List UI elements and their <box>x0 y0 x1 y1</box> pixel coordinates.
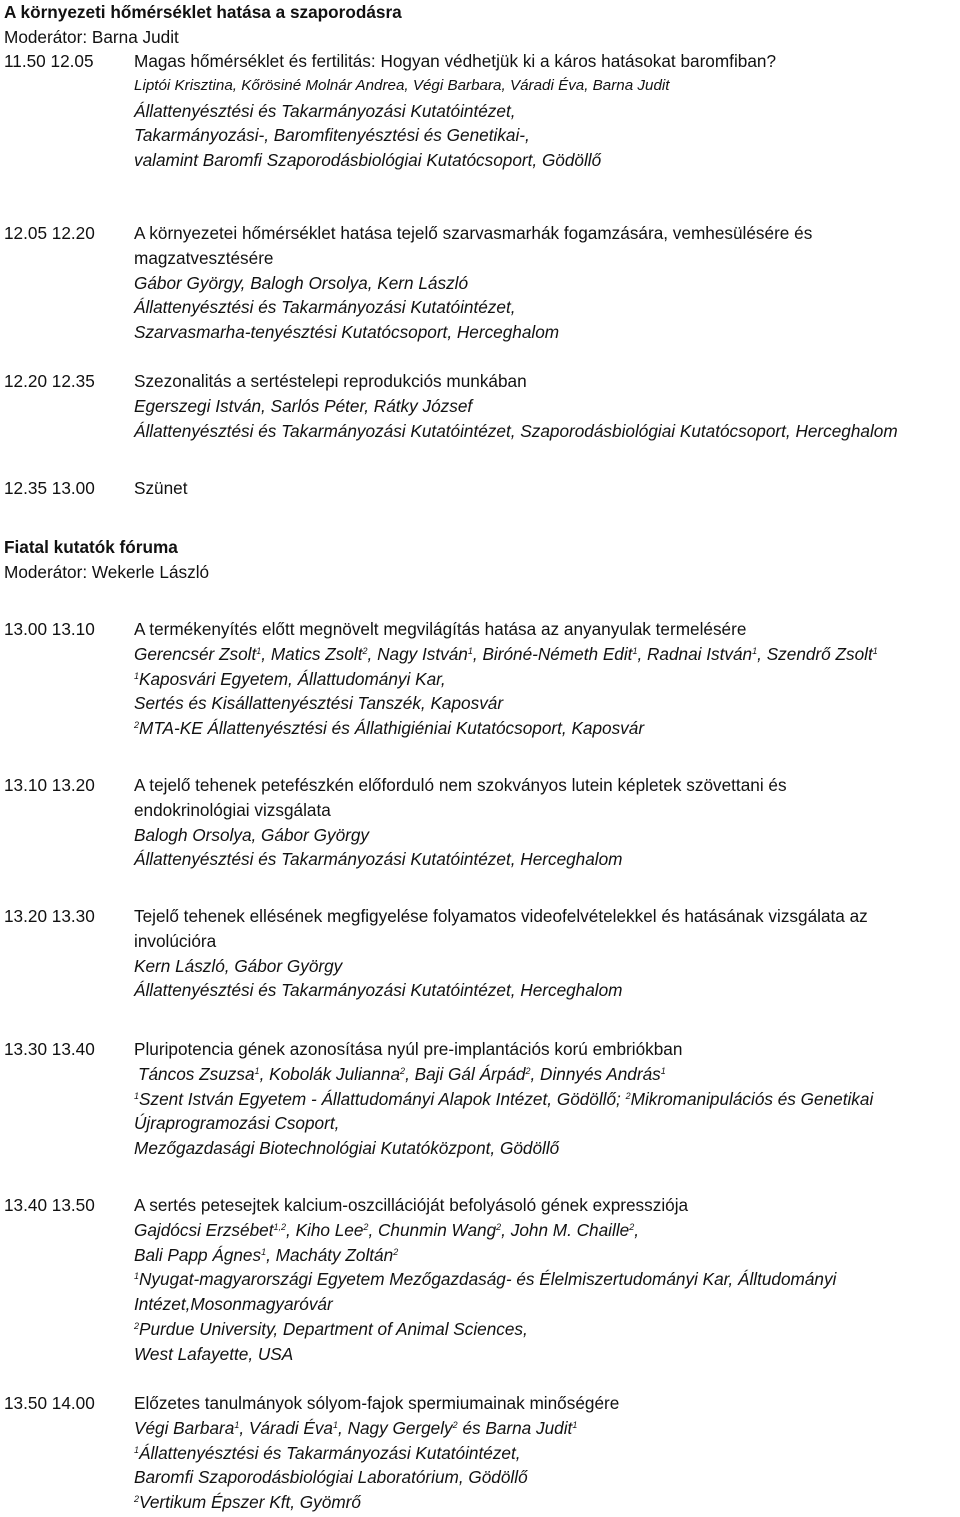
talk-9 <box>4 1391 960 1515</box>
affiliation-marker: 1 <box>632 645 638 656</box>
separator: , <box>239 1417 249 1438</box>
talk-authors: Kern László, Gábor György <box>134 955 343 976</box>
affiliation-marker: 1 <box>134 1444 140 1455</box>
talk-affiliation <box>4 1267 960 1292</box>
affiliation-marker: 1 <box>660 1065 666 1076</box>
talk-title-cont: involúcióra <box>134 930 217 951</box>
author-name: Macháty Zoltán <box>275 1244 394 1265</box>
talk-affiliation <box>4 1136 960 1161</box>
affiliation-marker: 2 <box>625 1090 631 1101</box>
affiliation-marker: 1 <box>134 1090 140 1101</box>
talk-6 <box>4 904 960 1003</box>
talk-4 <box>4 617 960 741</box>
talk-time: 13.30 13.40 <box>4 1039 95 1059</box>
talk-time: 12.05 12.20 <box>4 223 95 243</box>
author-name: Táncos Zsuzsa <box>138 1063 255 1084</box>
talk-title: A sertés petesejtek kalcium-oszcillációját befolyásoló gének expressziója <box>134 1195 689 1215</box>
author-name: Radnai István <box>647 643 753 664</box>
affiliation-text: Sertés és Kisállattenyésztési Tanszék, Kaposvár <box>134 693 504 714</box>
talk-affiliation <box>4 716 960 741</box>
author-name: Gerencsér Zsolt <box>134 643 257 664</box>
author-name: Chunmin Wang <box>378 1219 497 1240</box>
talk-time: 13.50 14.00 <box>4 1393 95 1413</box>
separator: , <box>757 643 767 664</box>
separator: , <box>405 1063 415 1084</box>
affiliation-marker: 2 <box>362 645 368 656</box>
talk-title-cont: magzatvesztésére <box>134 247 274 268</box>
talk-affiliation <box>4 1087 960 1112</box>
affiliation-marker: 1 <box>467 645 473 656</box>
affiliation-marker: 2 <box>452 1419 458 1430</box>
talk-affiliation: Állattenyésztési és Takarmányozási Kutatóintézet, Herceghalom <box>134 980 623 1001</box>
affiliation-marker: 2 <box>496 1221 502 1232</box>
talk-title: Tejelő tehenek ellésének megfigyelése folyamatos videofelvételekkel és hatásának vizsgálata az <box>134 906 868 926</box>
affiliation-marker: 2 <box>525 1065 531 1076</box>
affiliation-marker: 2 <box>134 1320 140 1331</box>
author-name: Nagy István <box>377 643 468 664</box>
author-name: Barna Judit <box>485 1417 573 1438</box>
affiliation-text: Baromfi Szaporodásbiológiai Laboratórium, Gödöllő <box>134 1467 528 1488</box>
talk-authors <box>4 1062 960 1087</box>
affiliation-text: Mikromanipulációs és Genetikai <box>630 1088 874 1109</box>
talk-authors: Balogh Orsolya, Gábor György <box>134 824 370 845</box>
affiliation-text: Szent István Egyetem - Állattudományi Alapok Intézet, Gödöllő; <box>139 1088 626 1109</box>
affiliation-text: Újraprogramozási Csoport, <box>134 1113 340 1134</box>
talk-affiliation <box>4 1465 960 1490</box>
affiliation-marker: 2 <box>134 1494 140 1505</box>
affiliation-marker: 2 <box>629 1221 635 1232</box>
affiliation-text: Állattenyésztési és Takarmányozási Kutatóintézet, <box>139 1442 521 1463</box>
talk-affiliation <box>4 1317 960 1342</box>
moderator: Moderátor: Barna Judit <box>4 26 179 47</box>
talk-affiliation <box>4 1342 960 1367</box>
affiliation-text: MTA-KE Állattenyésztési és Állathigiéniai Kutatócsoport, Kaposvár <box>139 718 645 739</box>
author-name: Bali Papp Ágnes <box>134 1244 262 1265</box>
talk-time: 12.20 12.35 <box>4 371 95 391</box>
affiliation-text: Kaposvári Egyetem, Állattudományi Kar, <box>139 668 446 689</box>
author-name: John M. Chaille <box>510 1219 630 1240</box>
affiliation-marker: 2 <box>134 720 140 731</box>
affiliation-marker: 1 <box>332 1419 338 1430</box>
talk-time: 13.10 13.20 <box>4 775 95 795</box>
separator: , <box>472 643 483 664</box>
separator: , <box>261 643 271 664</box>
talk-authors <box>4 1416 960 1441</box>
separator: , <box>368 1219 378 1240</box>
talk-affiliation <box>4 691 960 716</box>
section-title: Fiatal kutatók fóruma <box>4 537 178 557</box>
separator: , <box>530 1063 541 1084</box>
section-header-1 <box>4 0 960 50</box>
separator: , <box>634 1219 639 1240</box>
talk-time: 13.00 13.10 <box>4 619 95 639</box>
talk-3 <box>4 369 960 443</box>
talk-affiliation: Szarvasmarha-tenyésztési Kutatócsoport, Herceghalom <box>134 322 560 343</box>
talk-title-cont: endokrinológiai vizsgálata <box>134 799 331 820</box>
talk-8 <box>4 1193 960 1367</box>
affiliation-text: West Lafayette, USA <box>134 1343 294 1364</box>
affiliation-marker: 1,2 <box>273 1221 286 1232</box>
author-name: Kiho Lee <box>295 1219 364 1240</box>
talk-title: A tejelő tehenek petefészkén előforduló nem szokványos lutein képletek szövettani és <box>134 775 787 795</box>
talk-authors <box>4 642 960 667</box>
separator: , <box>637 643 648 664</box>
separator: , <box>501 1219 511 1240</box>
talk-time: 13.40 13.50 <box>4 1195 95 1215</box>
talk-affiliation: Állattenyésztési és Takarmányozási Kutatóintézet, Szaporodásbiológiai Kutatócsoport, Herceghalom <box>134 420 898 441</box>
author-name: Dinnyés András <box>540 1063 661 1084</box>
talk-5 <box>4 773 960 872</box>
talk-affiliation: Állattenyésztési és Takarmányozási Kutatóintézet, <box>134 297 516 318</box>
affiliation-marker: 1 <box>752 645 758 656</box>
author-name: Matics Zsolt <box>270 643 363 664</box>
talk-title: Magas hőmérséklet és fertilitás: Hogyan védhetjük ki a káros hatásokat baromfiban? <box>134 51 776 71</box>
affiliation-marker: 1 <box>234 1419 240 1430</box>
affiliation-text: Vertikum Épszer Kft, Gyömrő <box>139 1492 361 1513</box>
separator: , <box>266 1244 276 1265</box>
section-title: A környezeti hőmérséklet hatása a szaporodásra <box>4 2 402 22</box>
talk-affiliation: Állattenyésztési és Takarmányozási Kutatóintézet, Herceghalom <box>134 849 623 870</box>
talk-affiliation <box>4 1441 960 1466</box>
affiliation-marker: 1 <box>254 1065 260 1076</box>
author-name: Baji Gál Árpád <box>414 1063 526 1084</box>
talk-title: A környezetei hőmérséklet hatása tejelő szarvasmarhák fogamzására, vemhesülésére és <box>134 223 813 243</box>
talk-time: 13.20 13.30 <box>4 906 95 926</box>
moderator: Moderátor: Wekerle László <box>4 561 210 582</box>
affiliation-marker: 2 <box>393 1246 399 1257</box>
author-name: Nagy Gergely <box>347 1417 453 1438</box>
separator: , <box>259 1063 270 1084</box>
separator: , <box>367 643 378 664</box>
talk-authors <box>4 1218 960 1243</box>
talk-authors <box>4 1243 960 1268</box>
affiliation-text: Purdue University, Department of Animal Sciences, <box>139 1318 528 1339</box>
talk-2 <box>4 221 960 345</box>
talk-title: Szünet <box>134 478 188 498</box>
affiliation-text: Intézet,Mosonmagyaróvár <box>134 1294 333 1315</box>
talk-authors: Gábor György, Balogh Orsolya, Kern László <box>134 272 469 293</box>
affiliation-marker: 1 <box>134 1271 140 1282</box>
talk-affiliation <box>4 1490 960 1515</box>
affiliation-marker: 1 <box>572 1419 578 1430</box>
talk-time: 11.50 12.05 <box>4 51 94 71</box>
talk-7 <box>4 1037 960 1161</box>
talk-affiliation <box>4 667 960 692</box>
talk-title: Pluripotencia gének azonosítása nyúl pre-implantációs korú embriókban <box>134 1039 683 1059</box>
talk-title: Előzetes tanulmányok sólyom-fajok spermiumainak minőségére <box>134 1393 620 1413</box>
talk-title: A termékenyítés előtt megnövelt megvilágítás hatása az anyanyulak termelésére <box>134 619 747 639</box>
affiliation-marker: 1 <box>872 645 878 656</box>
talk-title: Szezonalitás a sertéstelepi reprodukciós munkában <box>134 371 527 391</box>
separator: , <box>286 1219 296 1240</box>
talk-authors: Egerszegi István, Sarlós Péter, Rátky József <box>134 395 473 416</box>
author-name: Gajdócsi Erzsébet <box>134 1219 274 1240</box>
break <box>4 476 960 501</box>
author-name: Végi Barbara <box>134 1417 235 1438</box>
talk-affiliation: Állattenyésztési és Takarmányozási Kutatóintézet, <box>134 100 516 121</box>
affiliation-marker: 1 <box>261 1246 267 1257</box>
talk-affiliation <box>4 1292 960 1317</box>
talk-affiliation: valamint Baromfi Szaporodásbiológiai Kutatócsoport, Gödöllő <box>134 150 602 171</box>
affiliation-marker: 1 <box>256 645 262 656</box>
author-name: Biróné-Németh Edit <box>482 643 633 664</box>
author-name: Kobolák Julianna <box>269 1063 401 1084</box>
talk-affiliation: Takarmányozási-, Baromfitenyésztési és Genetikai-, <box>134 125 530 146</box>
talk-1 <box>4 49 960 173</box>
affiliation-text: Mezőgazdasági Biotechnológiai Kutatóközpont, Gödöllő <box>134 1138 560 1159</box>
affiliation-marker: 2 <box>400 1065 406 1076</box>
affiliation-text: Nyugat-magyarországi Egyetem Mezőgazdaság- és Élelmiszertudományi Kar, Álltudományi <box>139 1269 837 1290</box>
section-header-2 <box>4 535 960 585</box>
talk-affiliation <box>4 1111 960 1136</box>
separator: és <box>457 1417 486 1438</box>
separator: , <box>338 1417 348 1438</box>
affiliation-marker: 1 <box>134 670 140 681</box>
author-name: Szendrő Zsolt <box>766 643 873 664</box>
talk-authors: Liptói Krisztina, Kőrösiné Molnár Andrea, Végi Barbara, Váradi Éva, Barna Judit <box>134 76 670 94</box>
affiliation-marker: 2 <box>363 1221 369 1232</box>
talk-time: 12.35 13.00 <box>4 478 95 498</box>
author-name: Váradi Éva <box>248 1417 333 1438</box>
